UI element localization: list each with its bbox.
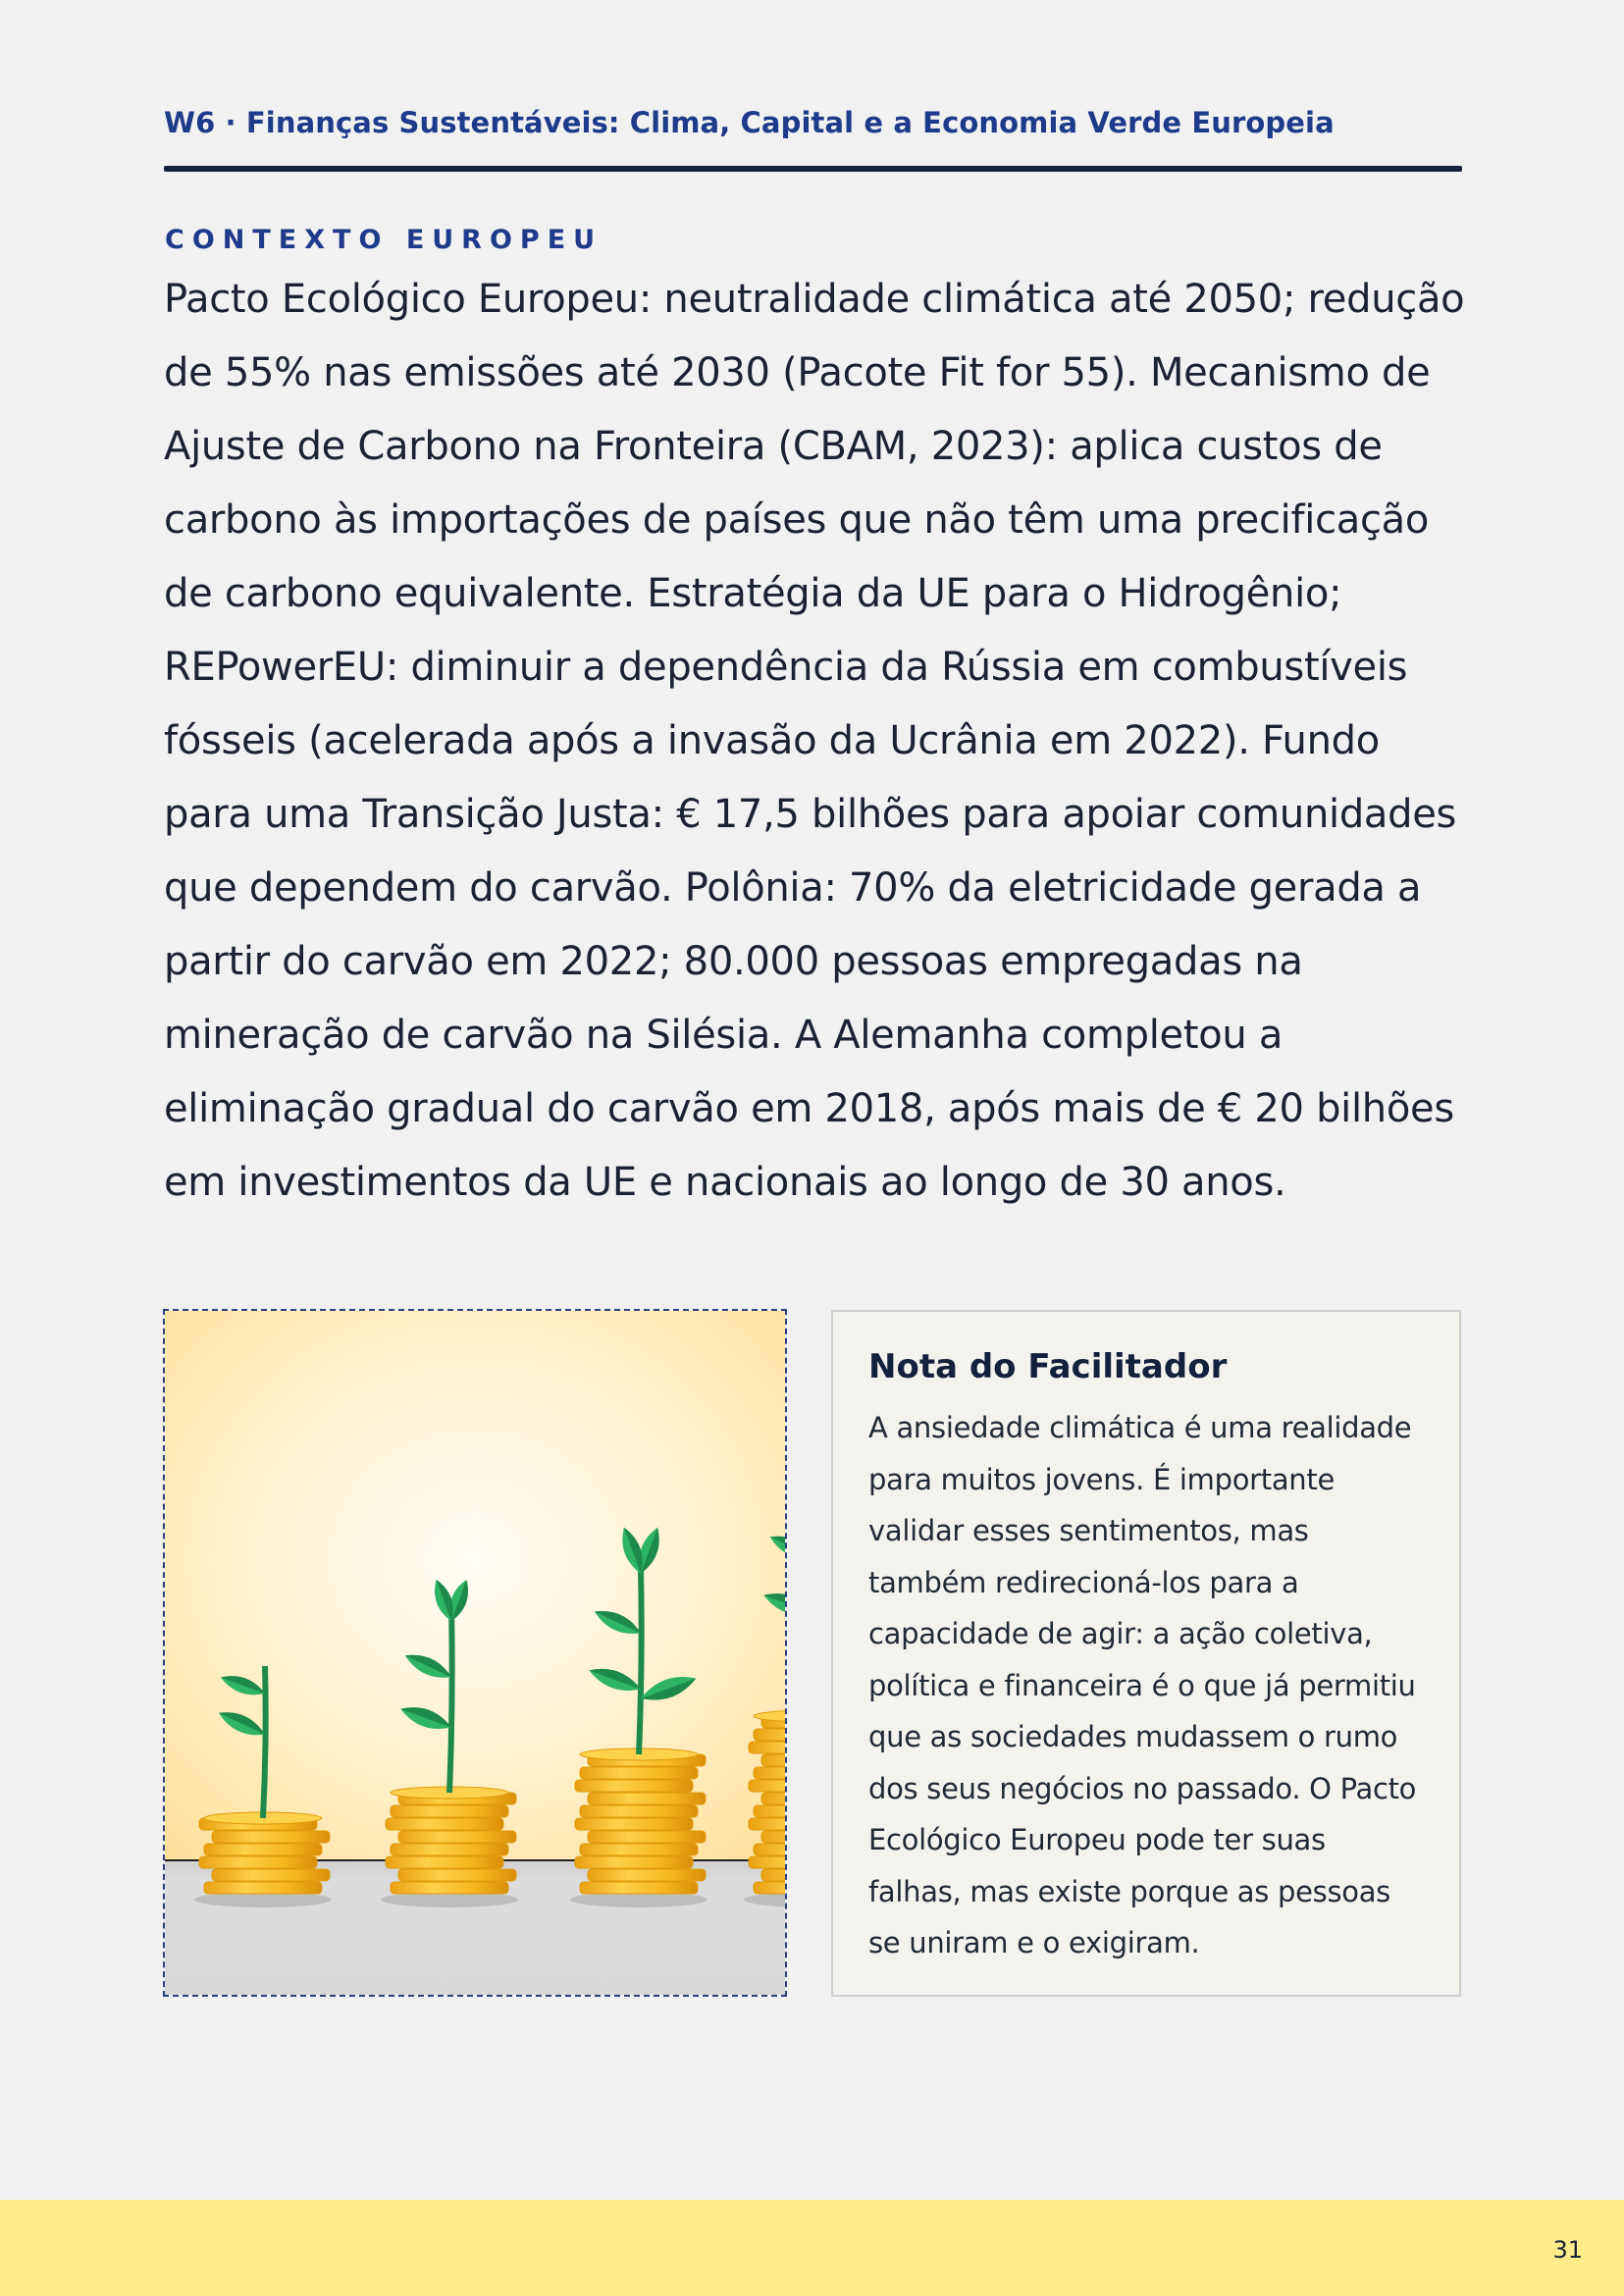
note-text: A ansiedade climática é uma realidade para muitos jovens. É importante validar esses sentimentos, mas também redirecioná-los para a capacidade de agir: a ação coletiva, política e financeira é o que já permitiu que as sociedades mudassem o rumo dos seus negócios no passado. O Pacto Ecológico Europeu pode ter suas falhas, mas existe porque as pessoas se uniram e o exigiram.	[868, 1411, 1417, 1959]
illustration-frame	[163, 1309, 787, 1997]
coin-stacks-with-sprouts-illustration	[165, 1311, 785, 1995]
header-title: W6 · Finanças Sustentáveis: Clima, Capital e a Economia Verde Europeia	[164, 106, 1335, 139]
facilitator-note	[831, 1310, 1461, 1997]
page-footer	[0, 2200, 1624, 2296]
section-paragraph: Pacto Ecológico Europeu: neutralidade climática até 2050; redução de 55% nas emissões até 2030 (Pacote Fit for 55). Mecanismo de Ajuste de Carbono na Fronteira (CBAM, 2023): aplica custos de carbono às importações de países que não têm uma precificação de carbono equivalente. Estratégia da UE para o Hidrogênio; REPowerEU: diminuir a dependência da Rússia em combustíveis fósseis (acelerada após a invasão da Ucrânia em 2022). Fundo para uma Transição Justa: € 17,5 bilhões para apoiar comunidades que dependem do carvão. Polônia: 70% da eletricidade gerada a partir do carvão em 2022; 80.000 pessoas empregadas na mineração de carvão na Silésia. A Alemanha completou a eliminação gradual do carvão em 2018, após mais de € 20 bilhões em investimentos da UE e nacionais ao longo de 30 anos.	[164, 277, 1465, 1205]
section-kicker: CONTEXTO EUROPEU	[165, 225, 603, 255]
header-rule	[164, 166, 1462, 172]
running-header	[164, 106, 1462, 139]
note-title: Nota do Facilitador	[868, 1347, 1228, 1386]
page-number: 31	[1552, 2236, 1583, 2264]
